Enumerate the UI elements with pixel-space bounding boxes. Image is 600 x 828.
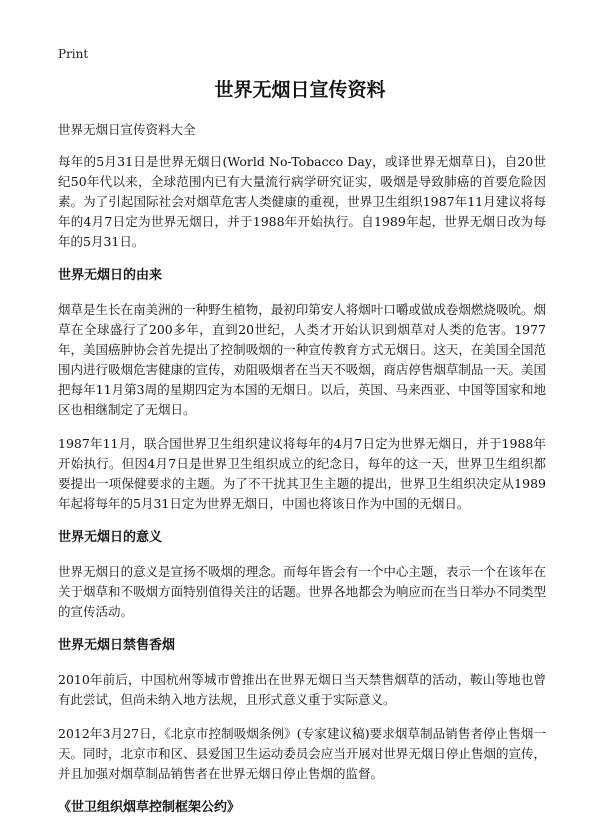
- intro-paragraph: 每年的5月31日是世界无烟日(World No-Tobacco Day，或译世界无烟草日)，自20世纪50年代以来，全球范围内已有大量流行病学研究证实，吸烟是导致肺癌的首要危险因素。为了引起国际社会对烟草危害人类健康的重视，世界卫生组织1987年11月建议将每年的4月7日定为世界无烟日，并于1988年开始执行。自1989年起，世界无烟日改为每年的5月31日。: [58, 154, 546, 249]
- paragraph: 1987年11月，联合国世界卫生组织建议将每年的4月7日定为世界无烟日，并于1988年开始执行。但因4月7日是世界卫生组织成立的纪念日，每年的这一天，世界卫生组织都要提出一项保健要求的主题。为了不干扰其卫生主题的提出，世界卫生组织决定从1989年起将每年的5月31日定为世界无烟日，中国也将该日作为中国的无烟日。: [58, 436, 546, 511]
- document-subtitle: 世界无烟日宣传资料大全: [58, 122, 196, 137]
- section-origin: [58, 266, 546, 514]
- section-meaning: [58, 528, 546, 622]
- section-heading-origin: 世界无烟日的由来: [58, 268, 163, 283]
- document-body: [58, 120, 546, 818]
- section-heading-sales-ban: 世界无烟日禁售香烟: [58, 638, 176, 653]
- section-heading-meaning: 世界无烟日的意义: [58, 530, 163, 545]
- paragraph: 世界无烟日的意义是宣扬不吸烟的理念。而每年皆会有一个中心主题，表示一个在该年在关于烟草和不吸烟方面特别值得关注的话题。世界各地都会为响应而在当日举办不同类型的宣传活动。: [58, 564, 546, 619]
- paragraph: 2010年前后，中国杭州等城市曾推出在世界无烟日当天禁售烟草的活动，鞍山等地也曾有此尝试，但尚未纳入地方法规，且形式意义重于实际意义。: [58, 672, 546, 707]
- print-link[interactable]: Print: [58, 47, 89, 61]
- section-sales-ban: [58, 636, 546, 784]
- treaty-link[interactable]: 《世卫组织烟草控制框架公约》: [58, 800, 241, 815]
- paragraph: 烟草是生长在南美洲的一种野生植物，最初印第安人将烟叶口嚼或做成卷烟燃烧吸吮。烟草在全球盛行了200多年，直到20世纪，人类才开始认识到烟草对人类的危害。1977年，美国癌肿协会首先提出了控制吸烟的一种宣传教育方式无烟日。这天，在美国全国范围内进行吸烟危害健康的宣传，劝阻吸烟者在当天不吸烟，商店停售烟草制品一天。美国把每年11月第3周的星期四定为本国的无烟日。以后，英国、马来西亚、中国等国家和地区也相继制定了无烟日。: [58, 302, 546, 417]
- paragraph: 2012年3月27日，《北京市控制吸烟条例》(专家建议稿)要求烟草制品销售者停止售烟一天。同时，北京市和区、县爱国卫生运动委员会应当开展对世界无烟日停止售烟的宣传，并且加强对烟草制品销售者在世界无烟日停止售烟的监督。: [58, 726, 546, 781]
- page-title: 世界无烟日宣传资料: [214, 79, 386, 101]
